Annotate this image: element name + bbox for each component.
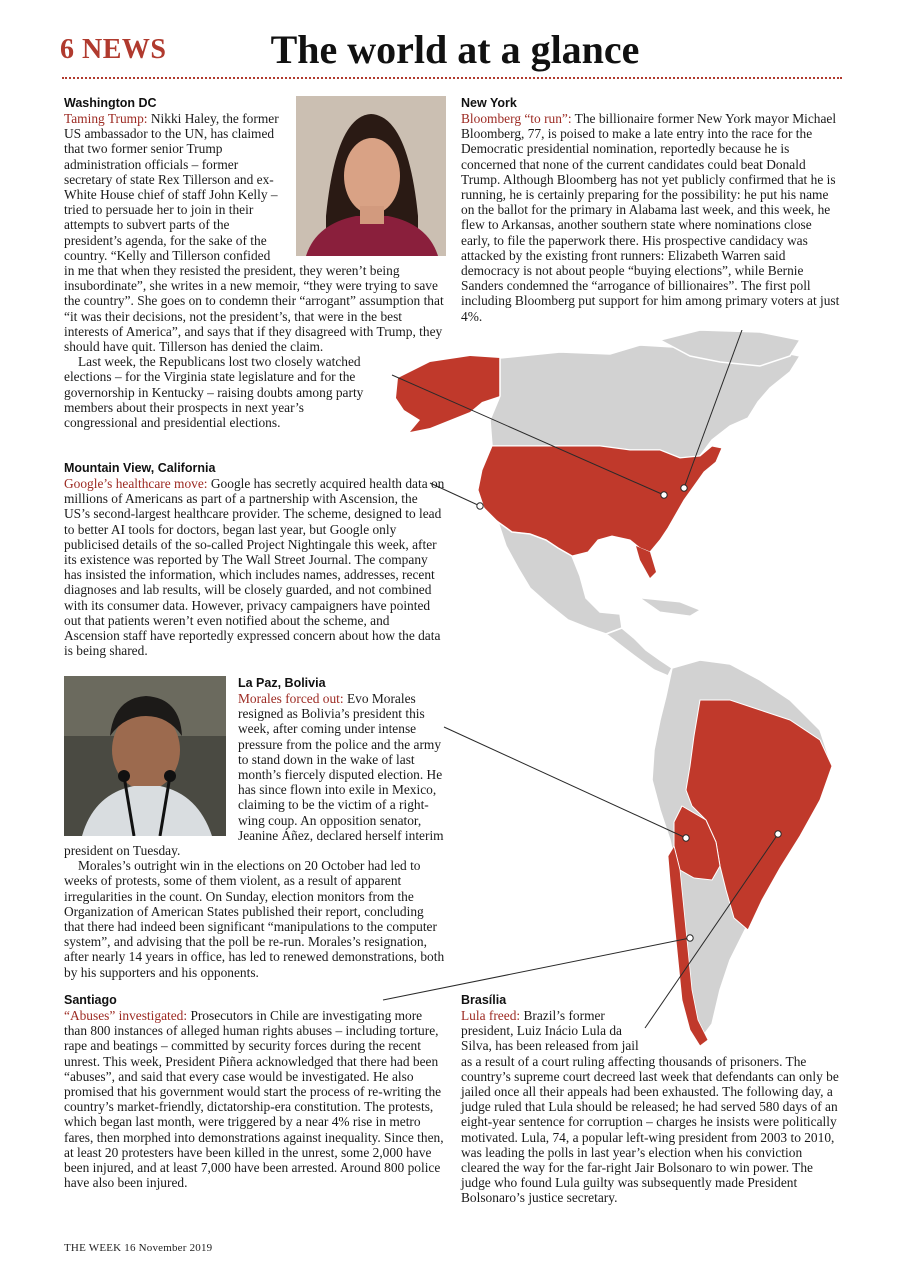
article-mountain-view [64,461,446,658]
kicker-new-york: Bloomberg “to run”: [461,111,572,126]
nikki-haley-photo [296,96,446,256]
body-la-paz-2: Morales’s outright win in the elections on 20 October had led to weeks of protests, some of them violent, as a result of apparent irregularities in the count. On Sunday, election monitors from the Organization of American States published their report, concluding that there had indeed been significant “manipulations to the computer system”, and advising that the poll be re-run. Morales’s resignation, after nearly 14 years in office, has led to renewed demonstrations, both by his supporters and his opponents. [64,858,445,980]
body-mountain-view-1: Google has secretly acquired health data on millions of Americans as part of a partnership with Ascension, the US’s second-largest healthcare provider. The scheme, designed to lead to better AI tools for doctors, began last year, but Google only publicised details of the so-called Project Nightingale this week, after its existence was reported by The Wall Street Journal. The company has insisted the information, which includes names, addresses, recent diagnoses and lab results, will be closely guarded, and not combined with its consumer data. However, privacy campaigners have pointed out that patients weren’t even notified about the scheme, and Ascension staff have reportedly expressed concern about how the data is being shared. [64,476,445,659]
la-paz-marker [683,835,689,841]
body-brasilia-1: Brazil’s former president, Luiz Inácio Lula da Silva, has been released from jail as a result of a court ruling affecting thousands of prisoners. The country’s supreme court decreed last week that defendants can only be jailed once all their appeals had been exhausted. The following day, a judge ruled that Lula should be released; he had served 580 days of an eight-year sentence for corruption – charges he insists were politically motivated. Lula, 74, a popular left-wing president from 2003 to 2010, was leading the polls in last year’s election when his conviction cleared the way for the far-right Jair Bolsonaro to win power. The judge who found Lula guilty was subsequently made President Bolsonaro’s justice secretary. [461,1008,839,1206]
body-la-paz-1: Evo Morales resigned as Bolivia’s president this week, after coming under intense pressure from the police and the army to stand down in the wake of last month’s fiercely disputed election. He has since flown into exile in Mexico, claiming to be the victim of a right-wing coup. An opposition senator, Jeanine Áñez, declared herself interim president on Tuesday. [64,691,444,859]
footer: THE WEEK 16 November 2019 [64,1242,213,1254]
page-title: The world at a glance [270,27,640,72]
article-washington [64,96,446,430]
new-york-marker [681,485,687,491]
washington-marker [661,492,667,498]
mountain-view-marker [477,503,483,509]
kicker-la-paz: Morales forced out: [238,691,344,706]
header-rule [62,77,842,79]
brasilia-marker [775,831,781,837]
caribbean-shape [640,598,700,616]
location-la-paz: La Paz, Bolivia [238,676,326,690]
florida-shape [636,546,656,578]
kicker-mountain-view: Google’s healthcare move: [64,476,208,491]
article-la-paz [64,676,446,980]
kicker-brasilia: Lula freed: [461,1008,521,1023]
page-number: 6 NEWS [60,34,167,65]
santiago-marker [687,935,693,941]
location-mountain-view: Mountain View, California [64,461,216,475]
central-america-shape [606,628,672,676]
location-brasilia: Brasília [461,993,507,1007]
body-washington-1: Nikki Haley, the former US ambassador to the UN, has claimed that two former senior Trump administration officials – former secretary of state Rex Tillerson and ex-White House chief of staff John Kelly – tried to persuade her to join in their attempts to subvert parts of the president’s agenda, for the sake of the country. “Kelly and Tillerson confided in me that when they resisted the president, they weren’t being insubordinate”, she writes in a new memoir, “they were trying to save the country”. She goes on to condemn their “arrogant” assumption that “it was their decisions, not the president’s, that were in the best interests of America”, and says that if they disagreed with Trump, they should have quit. Tillerson has denied the claim. [64,111,444,355]
article-santiago [64,993,446,1190]
location-new-york: New York [461,96,517,110]
evo-morales-photo [64,676,226,836]
location-washington: Washington DC [64,96,157,110]
location-santiago: Santiago [64,993,117,1007]
body-santiago-1: Prosecutors in Chile are investigating more than 800 instances of alleged human rights abuses – including torture, rape and beatings – committed by security forces during the recent unrest. This week, President Piñera acknowledged that there had been “abuses”, and said that every case would be investigated. He also promised that his government would start the process of re-writing the country’s market-friendly, dictatorship-era constitution. The protests, which began last month, were triggered by a near 4% rise in metro fares, then morphed into demonstrations against inequality. Since then, at least 20 protesters have been killed in the unrest, some 2,000 have been injured, and at least 7,000 have been arrested. Around 800 police have also been injured. [64,1008,444,1191]
article-brasilia [461,993,843,1206]
body-washington-2: Last week, the Republicans lost two closely watched elections – for the Virginia state legislature and for the governorship in Kentucky – raising doubts among party members about their prospects in next year’s congressional and presidential elections. [64,354,364,431]
article-new-york [461,96,843,324]
kicker-santiago: “Abuses” investigated: [64,1008,188,1023]
kicker-washington: Taming Trump: [64,111,148,126]
body-new-york-1: The billionaire former New York mayor Michael Bloomberg, 77, is poised to make a late entry into the race for the Democratic presidential nomination, reportedly because he is concerned that none of the current candidates could beat Donald Trump. Although Bloomberg has not yet publicly confirmed that he is running, he is certainly preparing for the possibility: he put his name on the ballot for the primary in Alabama last week, and this week, he flew to Arkansas, another southern state where nominations close early, to file the paperwork there. His prospective candidacy was attacked by the existing front runners: Elizabeth Warren said democracy is not about people “buying elections”, while Bernie Sanders condemned the “arrogance of billionaires”. The first poll including Bloomberg put support for him among primary voters at just 4%. [461,111,840,324]
section-name: NEWS [82,34,167,65]
